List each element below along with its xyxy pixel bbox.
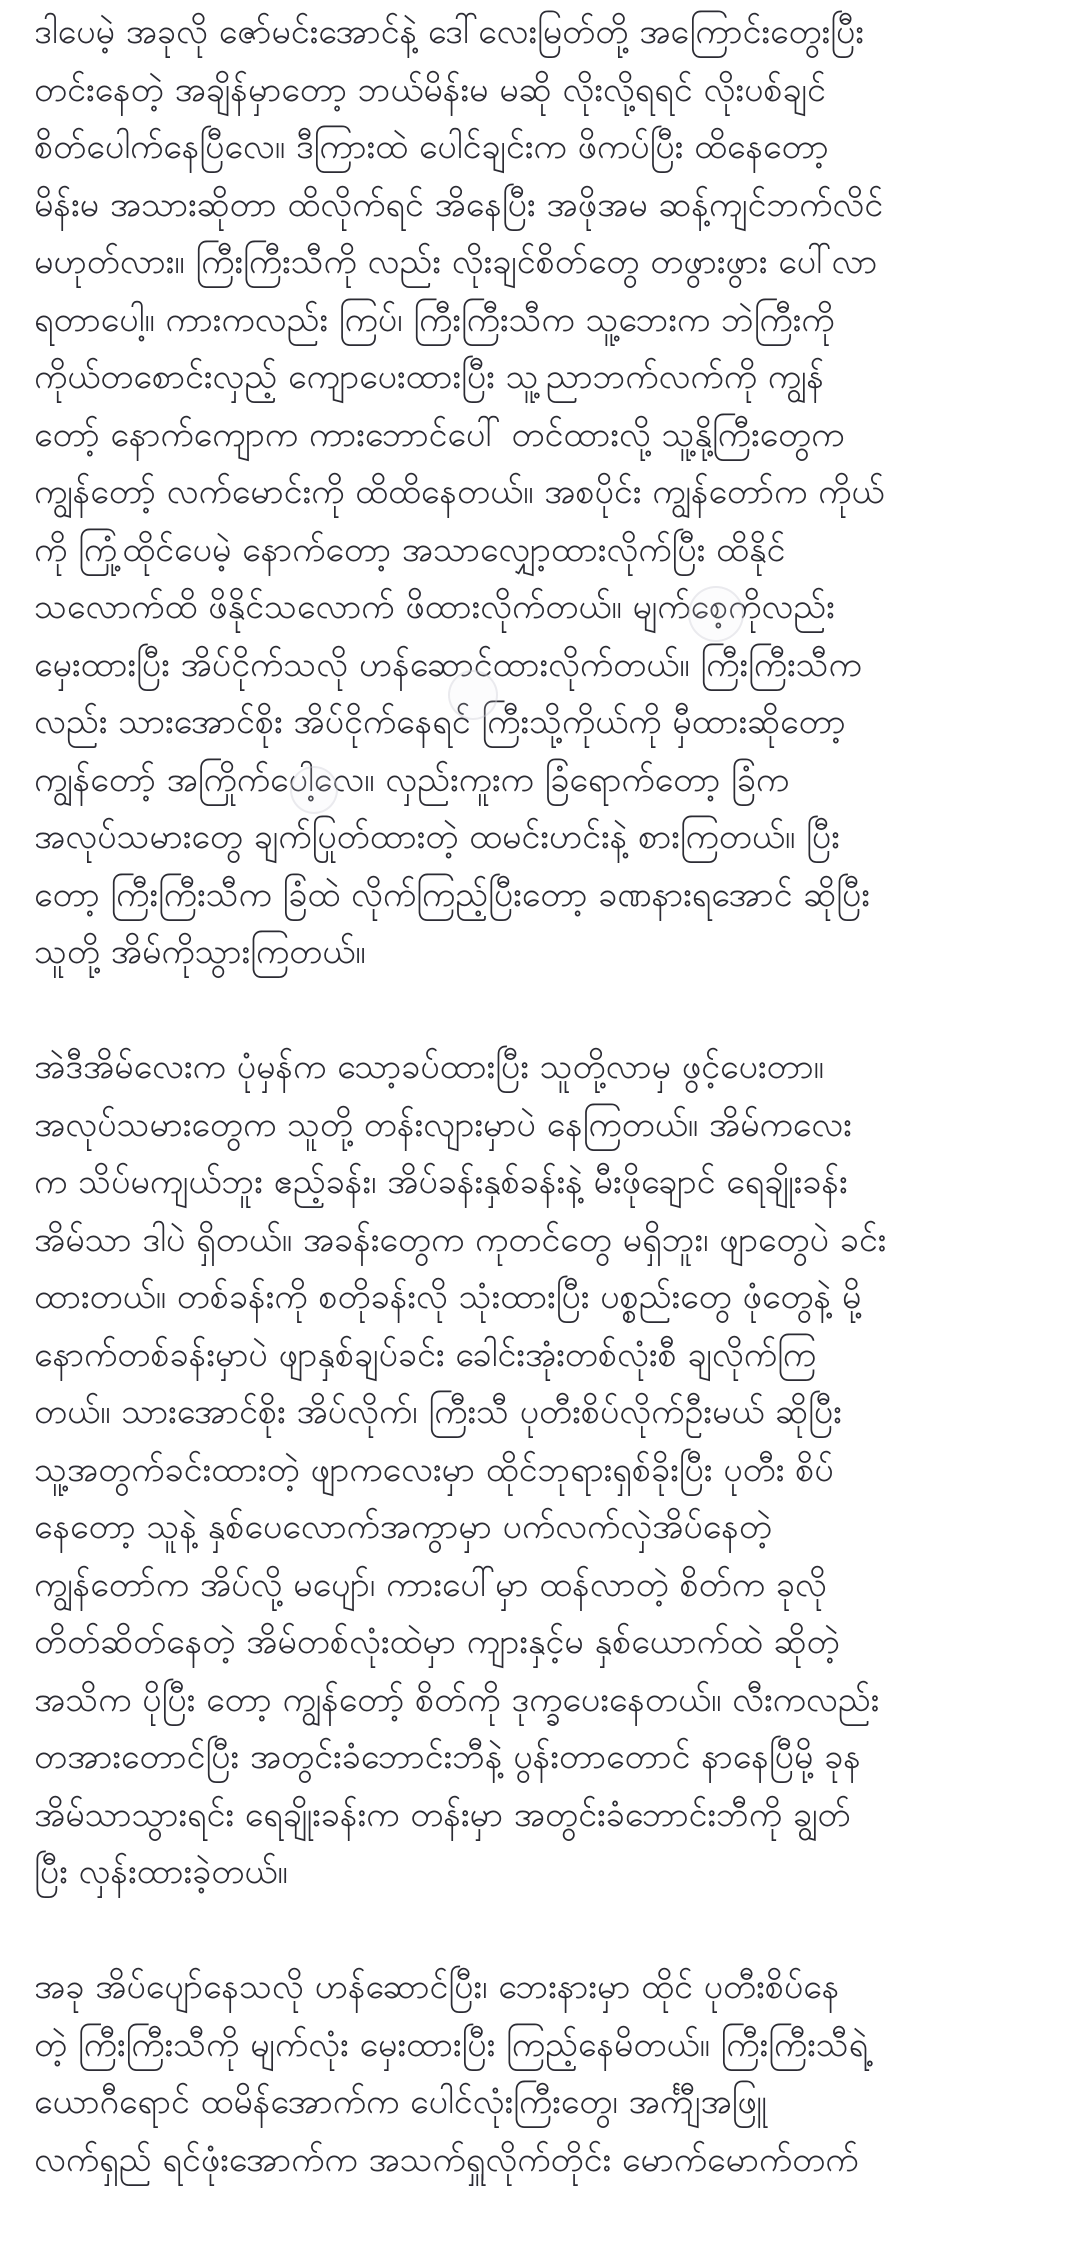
paragraph: အခု အိပ်ပျော်နေသလို ဟန်ဆောင်ပြီး၊ ဘေးနားမှာ ထိုင် ပုတီးစိပ်နေ တဲ့ ကြီးကြီးသီကို မျက်လုံး မှေးထားပြီး ကြည့်နေမိတယ်။ ကြီးကြီးသီရဲ့ ယောဂီရောင် ထမိန်အောက်က ပေါင်လုံးကြီးတွေ၊ အင်္ကျီအဖြူ လက်ရှည် ရင်ဖုံးအောက်က အသက်ရှူလိုက်တိုင်း မောက်မောက်တက် bbox=[34, 1967, 869, 2180]
paragraph: ဒါပေမဲ့ အခုလို ဇော်မင်းအောင်နဲ့ ဒေါ်လေးမြတ်တို့ အကြောင်းတွေးပြီး တင်းနေတဲ့ အချိန်မှာတော့ ဘယ်မိန်းမ မဆို လိုးလို့ရရင် လိုးပစ်ချင် စိတ်ပေါက်နေပြီလေ။ ဒီကြားထဲ ပေါင်ချင်းက ဖိကပ်ပြီး ထိနေတော့ မိန်းမ အသားဆိုတာ ထိလိုက်ရင် အိနေပြီး အဖိုအမ ဆန့်ကျင်ဘက်လိင် မဟုတ်လား။ ကြီးကြီးသီကို လည်း လိုးချင်စိတ်တွေ တဖွားဖွား ပေါ်လာ ရတာပေါ့။ ကားကလည်း ကြပ်၊ ကြီးကြီးသီက သူ့ဘေးက ဘဲကြီးကို ကိုယ်တစောင်းလှည့် ကျောပေးထားပြီး သူ့ညာဘက်လက်ကို ကျွန် တော့် နောက်ကျောက ကားဘောင်ပေါ် တင်ထားလို့ သူ့နို့ကြီးတွေက ကျွန်တော့် လက်မောင်းကို ထိထိနေတယ်။ အစပိုင်း ကျွန်တော်က ကိုယ် ကို ကြုံ့ထိုင်ပေမဲ့ နောက်တော့ အသာလျှော့ထားလိုက်ပြီး ထိနိုင် သလောက်ထိ ဖိနိုင်သလောက် ဖိထားလိုက်တယ်။ မျက်စေ့ကိုလည်း မှေးထားပြီး အိပ်ငိုက်သလို ဟန်ဆောင်ထားလိုက်တယ်။ ကြီးကြီးသီက လည်း သားအောင်စိုး အိပ်ငိုက်နေရင် ကြီးသို့ကိုယ်ကို မှီထားဆိုတော့ ကျွန်တော့် အကြိုက်ပေါ့လေ။ လှည်းကူးက ခြံရောက်တော့ ခြံက အလုပ်သမားတွေ ချက်ပြုတ်ထားတဲ့ ထမင်းဟင်းနဲ့ စားကြတယ်။ ပြီး တော့ ကြီးကြီးသီက ခြံထဲ လိုက်ကြည့်ပြီးတော့ ခဏနားရအောင် ဆိုပြီး သူတို့ အိမ်ကိုသွားကြတယ်။ bbox=[34, 12, 885, 972]
paragraph: အဲဒီအိမ်လေးက ပုံမှန်က သော့ခပ်ထားပြီး သူတို့လာမှ ဖွင့်ပေးတာ။ အလုပ်သမားတွေက သူတို့ တန်းလျားမှာပဲ နေကြတယ်။ အိမ်ကလေး က သိပ်မကျယ်ဘူး ဧည့်ခန်း၊ အိပ်ခန်းနှစ်ခန်းနဲ့ မီးဖိုချောင် ရေချိုးခန်း အိမ်သာ ဒါပဲ ရှိတယ်။ အခန်းတွေက ကုတင်တွေ မရှိဘူး၊ ဖျာတွေပဲ ခင်း ထားတယ်။ တစ်ခန်းကို စတိုခန်းလို သုံးထားပြီး ပစ္စည်းတွေ ဖုံတွေနဲ့ မို့ နောက်တစ်ခန်းမှာပဲ ဖျာနှစ်ချပ်ခင်း ခေါင်းအုံးတစ်လုံးစီ ချလိုက်ကြ တယ်။ သားအောင်စိုး အိပ်လိုက်၊ ကြီးသီ ပုတီးစိပ်လိုက်ဦးမယ် ဆိုပြီး သူ့အတွက်ခင်းထားတဲ့ ဖျာကလေးမှာ ထိုင်ဘုရားရှစ်ခိုးပြီး ပုတီး စိပ် နေတော့ သူနဲ့ နှစ်ပေလောက်အကွာမှာ ပက်လက်လှဲအိပ်နေတဲ့ ကျွန်တော်က အိပ်လို့ မပျော်၊ ကားပေါ်မှာ ထန်လာတဲ့ စိတ်က ခုလို တိတ်ဆိတ်နေတဲ့ အိမ်တစ်လုံးထဲမှာ ကျားနှင့်မ နှစ်ယောက်ထဲ ဆိုတဲ့ အသိက ပိုပြီး တော့ ကျွန်တော့် စိတ်ကို ဒုက္ခပေးနေတယ်။ လီးကလည်း တအားတောင်ပြီး အတွင်းခံဘောင်းဘီနဲ့ ပွန်းတာတောင် နာနေပြီမို့ ခုန အိမ်သာသွားရင်း ရေချိုးခန်းက တန်းမှာ အတွင်းခံဘောင်းဘီကို ချွတ် ပြီး လှန်းထားခဲ့တယ်။ bbox=[34, 1047, 887, 1892]
